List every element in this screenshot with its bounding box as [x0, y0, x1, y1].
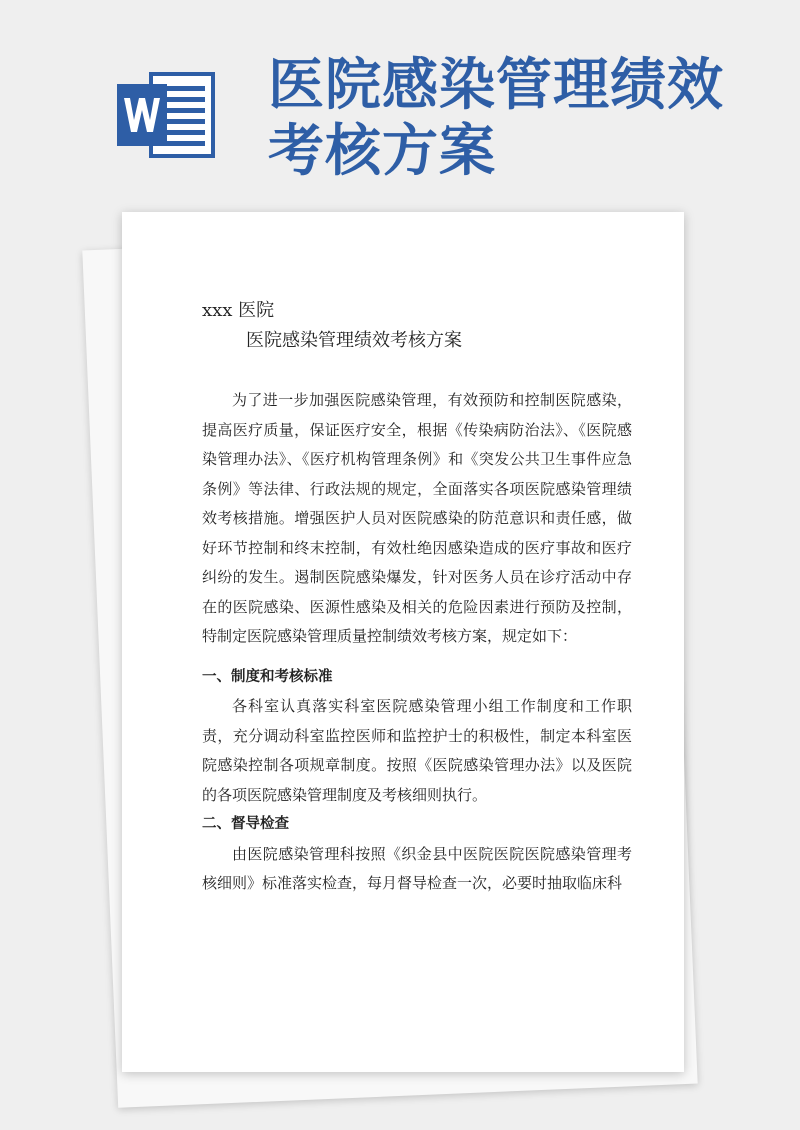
section-heading: 二、督导检查 [202, 816, 289, 832]
document-content [202, 300, 632, 899]
hospital-name: xxx 医院 [202, 300, 275, 321]
section-text: 由医院感染管理科按照《织金县中医院医院医院感染管理考核细则》标准落实检查，每月督导检查一次，必要时抽取临床科 [202, 844, 632, 892]
document-title: 医院感染管理绩效考核方案 [246, 330, 462, 351]
banner-title: 医院感染管理绩效考核方案 [268, 52, 724, 184]
document-page [122, 212, 684, 1072]
word-document-icon [117, 70, 217, 160]
section-heading: 一、制度和考核标准 [202, 668, 333, 685]
intro-paragraph: 为了进一步加强医院感染管理，有效预防和控制医院感染，提高医疗质量，保证医疗安全，根据《传染病防治法》、《医院感染管理办法》、《医疗机构管理条例》和《突发公共卫生事件应急条例》等法律、行政法规的规定，全面落实各项医院感染管理绩效考核措施。增强医护人员对医院感染的防范意识和责任感，做好环节控制和终末控制，有效杜绝因感染造成的医疗事故和医疗纠纷的发生。遏制医院感染爆发，针对医务人员在诊疗活动中存在的医院感染、医源性感染及相关的危险因素进行预防及控制，特制定医院感染管理质量控制绩效考核方案，规定如下： [202, 391, 632, 645]
section-text: 各科室认真落实科室医院感染管理小组工作制度和工作职责，充分调动科室监控医师和监控护士的积极性，制定本科室医院感染控制各项规章制度。按照《医院感染管理办法》以及医院的各项医院感染管理制度及考核细则执行。 [202, 697, 632, 804]
